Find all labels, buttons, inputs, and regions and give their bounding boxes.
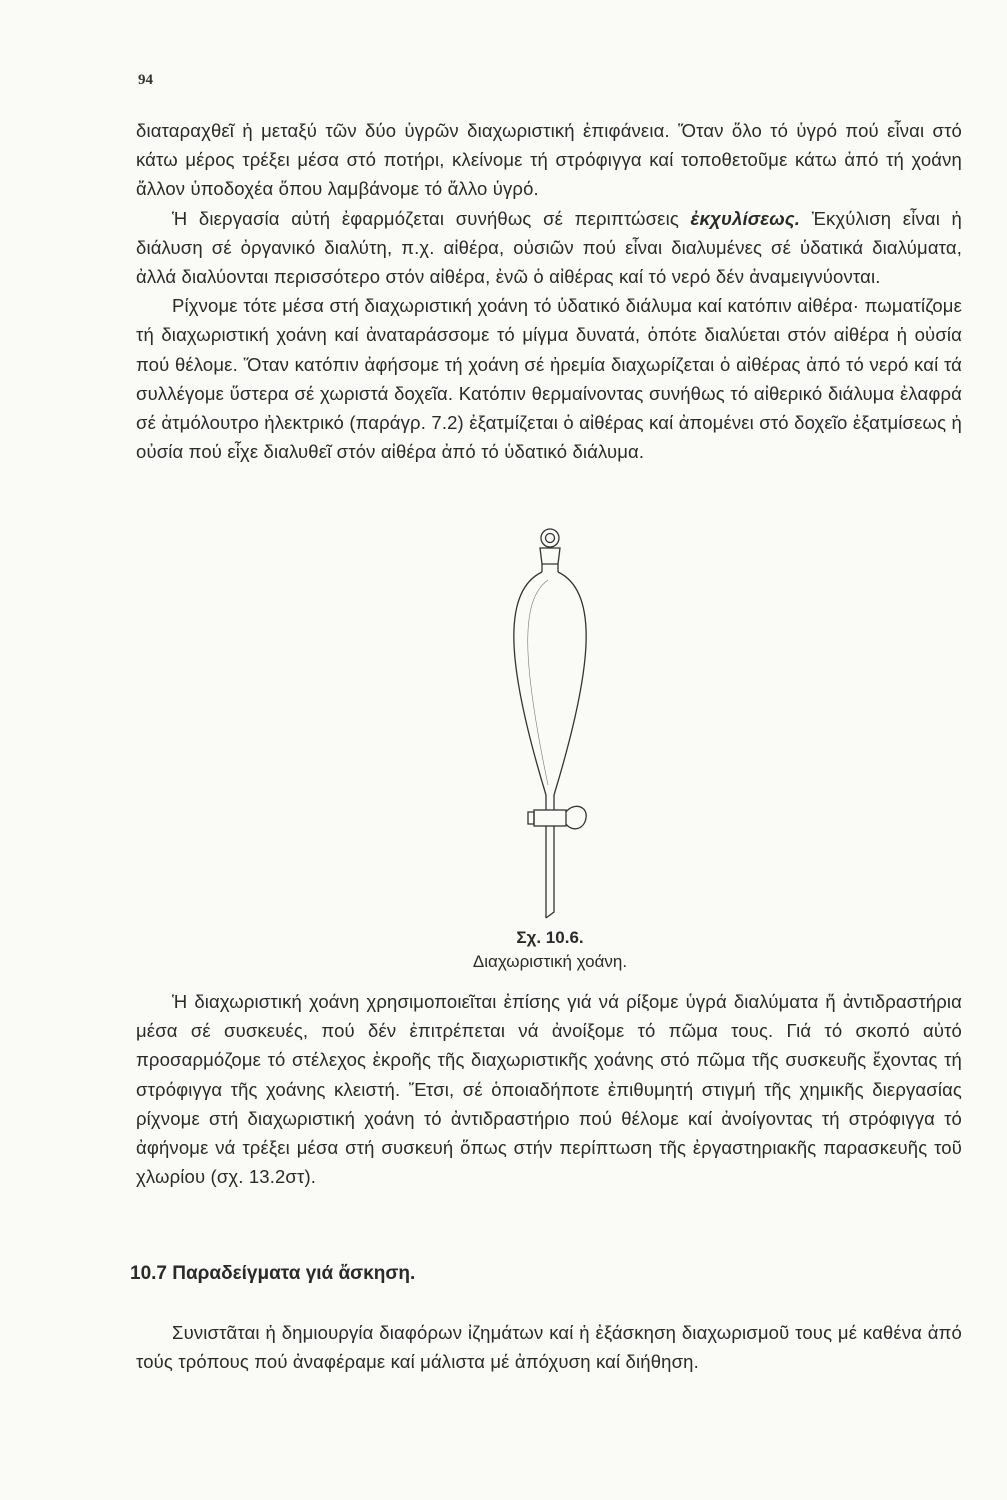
separatory-funnel-illustration (490, 520, 610, 930)
section-heading: 10.7 Παραδείγματα γιά ἄσκηση. (130, 1263, 416, 1284)
stopper-plug (540, 548, 560, 564)
funnel-upper-stem (546, 795, 554, 810)
paragraph-4: Ἡ διαχωριστική χοάνη χρησιμοποιεῖται ἐπίσης γιά νά ρίξομε ὑγρά διαλύματα ἤ ἀντιδραστήρια μέσα σέ συσκευές, πού δέν ἐπιτρέπεται νά ἀνοίξομε τό πῶμα τους. Γιά τό σκοπό αὐτό προσαρμόζομε τό στέλεχος ἐκροῆς τῆς διαχωριστικῆς χοάνης στό πῶμα τῆς συσκευῆς ἔχοντας τή στρόφιγγα τῆς χοάνης κλειστή. Ἔτσι, σέ ὁποιαδήποτε ἐπιθυμητή στιγμή τῆς χημικῆς διεργασίας ρίχνομε στή διαχωριστική χοάνη τό ἀντιδραστήριο πού θέλομε καί ἀνοίγοντας τή στρόφιγγα τό ἀφήνομε νά τρέξει μέσα στή συσκευή ὅπως στήν περίπτωση τῆς ἐργαστηριακῆς παρασκευῆς τοῦ χλωρίου (σχ. 13.2στ). (136, 991, 962, 1188)
paragraph-2 (136, 204, 962, 292)
paragraph-3: Ρίχνομε τότε μέσα στή διαχωριστική χοάνη τό ὑδατικό διάλυμα καί κατόπιν αἰθέρα· πωματίζομε τή διαχωριστική χοάνη καί ἀναταράσσομε τό μίγμα δυνατά, ὁπότε διαλύεται στόν αἰθέρα ἡ οὐσία πού θέλομε. Ὅταν κατόπιν ἀφήσομε τή χοάνη σέ ἠρεμία διαχωρίζεται ὁ αἰθέρας ἀπό τό νερό καί τά συλλέγομε ὕστερα σέ χωριστά δοχεῖα. Κατόπιν θερμαίνοντας συνήθως τό αἰθερικό διάλυμα ἐλαφρά σέ ἀτμόλουτρο ἠλεκτρικό (παράγρ. 7.2) ἐξατμίζεται ὁ αἰθέρας καί ἀπομένει στό δοχεῖο ἐξατμίσεως ἡ οὐσία πού εἶχε διαλυθεῖ στόν αἰθέρα ἀπό τό ὑδατικό διάλυμα. (136, 295, 962, 463)
text-block-bottom (136, 1318, 962, 1376)
stopper-ring (541, 529, 559, 547)
paragraph-2-end: Ἐκχύλιση εἶναι ἡ διάλυση σέ ὀργανικό διαλύτη, π.χ. αἰθέρα, οὐσιῶν πού εἶναι διαλυμένες σέ ὑδατικά διαλύματα, ἀλλά διαλύονται περισσότερο στόν αἰθέρα, ἐνῶ ὁ αἰθέρας καί τό νερό δέν ἀναμειγνύονται. (136, 207, 962, 288)
text-block-top (136, 116, 962, 466)
paragraph-1: διαταραχθεῖ ἡ μεταξύ τῶν δύο ὑγρῶν διαχωριστική ἐπιφάνεια. Ὅταν ὅλο τό ὑγρό πού εἶναι στό κάτω μέρος τρέξει μέσα στό ποτήρι, κλείνομε τή στρόφιγγα καί τοποθετοῦμε κάτω ἀπό τή χοάνη ἄλλον ὑποδοχέα ὅπου λαμβάνομε τό ἄλλο ὑγρό. (136, 120, 962, 200)
stopcock-barrel (534, 810, 566, 826)
page-number: 94 (138, 72, 153, 88)
paragraph-5: Συνιστᾶται ἡ δημιουργία διαφόρων ἰζημάτων καί ἡ ἐξάσκηση διαχωρισμοῦ τους μέ καθένα ἀπό τούς τρόπους πού ἀναφέραμε καί μάλιστα μέ ἀπόχυση καί διήθηση. (136, 1322, 962, 1373)
text-block-middle (136, 987, 962, 1191)
funnel-neck (542, 564, 558, 572)
funnel-body (514, 572, 586, 795)
funnel-outlet-stem (546, 826, 554, 918)
paragraph-2-start: Ἡ διεργασία αὐτή ἐφαρμόζεται συνήθως σέ περιπτώσεις (172, 207, 691, 229)
term-extraction: ἐκχυλίσεως. (690, 207, 801, 229)
stopper-ring-inner (546, 534, 555, 543)
figure-label: Σχ. 10.6. (516, 928, 584, 947)
funnel-highlight (528, 580, 548, 785)
figure-caption: Διαχωριστική χοάνη. (472, 952, 628, 971)
separatory-funnel-drawing (490, 520, 610, 930)
stopcock-end (528, 812, 534, 824)
stopcock-handle (566, 806, 586, 828)
